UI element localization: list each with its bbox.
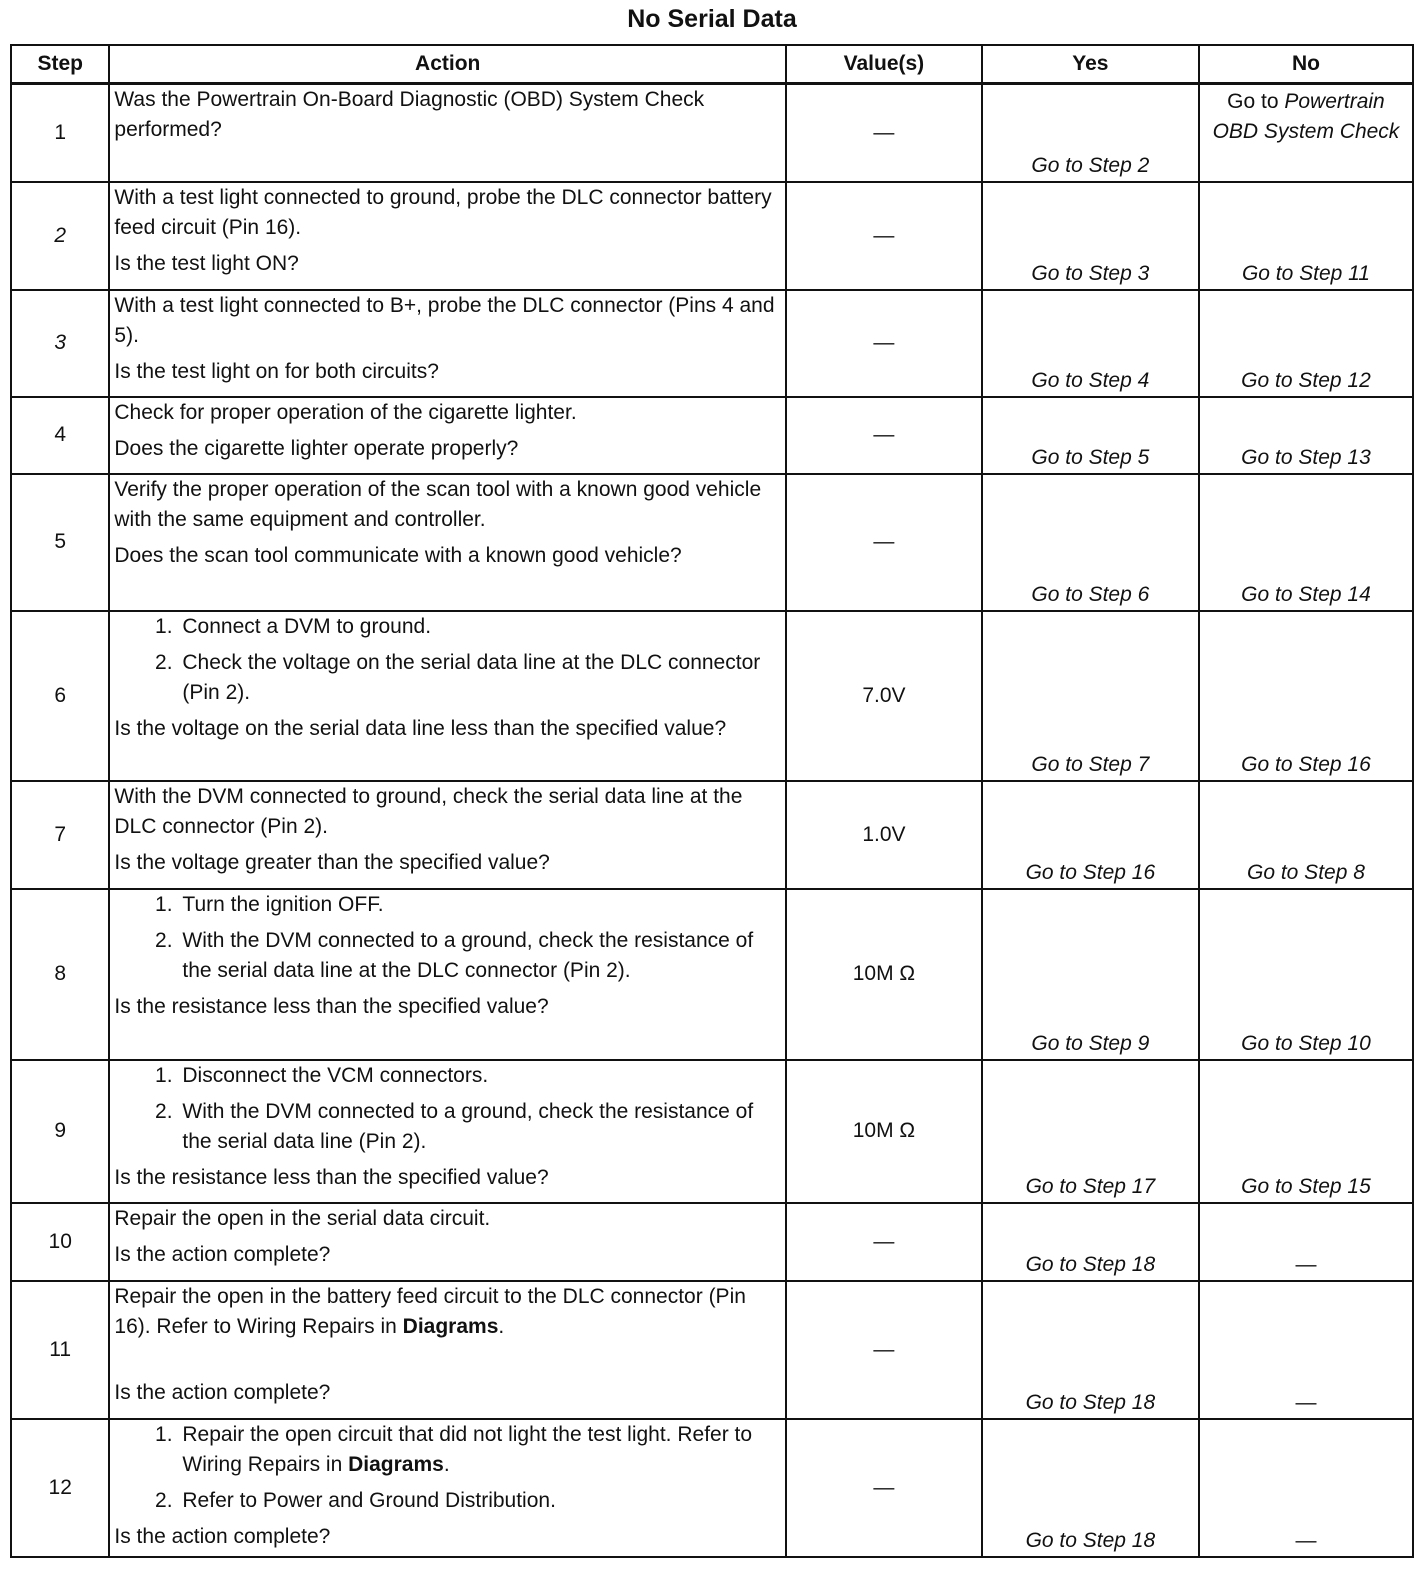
yes-cell: Go to Step 5: [982, 397, 1199, 474]
value-cell: 1.0V: [786, 781, 982, 889]
action-list: [114, 1420, 781, 1516]
yes-cell: Go to Step 18: [982, 1281, 1199, 1419]
step-number: 7: [11, 781, 109, 889]
no-value: —: [1295, 1252, 1317, 1276]
step-number: 4: [11, 397, 109, 474]
page-title: No Serial Data: [627, 5, 797, 33]
header-action: Action: [109, 45, 786, 84]
table-row: [11, 1060, 1413, 1203]
no-cell: Go to Step 10: [1199, 889, 1413, 1060]
value-cell: —: [786, 1203, 982, 1281]
table-row: [11, 889, 1413, 1060]
no-cell: [1199, 1281, 1413, 1419]
step-number: 9: [11, 1060, 109, 1203]
header-yes: Yes: [982, 45, 1199, 84]
table-row: [11, 1419, 1413, 1557]
no-value: —: [1295, 1390, 1317, 1414]
action-text: Was the Powertrain On-Board Diagnostic (OBD) System Check performed?: [114, 88, 705, 141]
step-number: 8: [11, 889, 109, 1060]
action-cell: [109, 1419, 786, 1557]
action-cell: [109, 182, 786, 290]
list-item: 2. Check the voltage on the serial data line at the DLC connector (Pin 2).: [178, 648, 781, 708]
value-cell: —: [786, 182, 982, 290]
action-text: With the DVM connected to ground, check the serial data line at the DLC connector (Pin 2).: [114, 784, 743, 838]
step-number: 1: [11, 84, 109, 182]
action-question: Is the action complete?: [114, 1242, 331, 1266]
list-item: 1. Disconnect the VCM connectors.: [178, 1061, 781, 1091]
yes-cell: Go to Step 18: [982, 1203, 1199, 1281]
no-cell: Go to Step 13: [1199, 397, 1413, 474]
action-question: Is the action complete?: [114, 1524, 331, 1548]
value-cell: —: [786, 397, 982, 474]
action-text: Check for proper operation of the cigarette lighter.: [114, 400, 577, 424]
no-cell: Go to Step 11: [1199, 182, 1413, 290]
action-list: [114, 1061, 781, 1157]
table-row: [11, 84, 1413, 182]
table-row: [11, 1203, 1413, 1281]
value-cell: 7.0V: [786, 611, 982, 781]
yes-cell: Go to Step 16: [982, 781, 1199, 889]
action-question: Is the resistance less than the specified value?: [114, 994, 549, 1018]
header-step: Step: [11, 45, 109, 84]
action-text: [114, 1282, 781, 1342]
action-text-main: Repair the open in the battery feed circuit to the DLC connector (Pin 16). Refer to Wiring Repairs in: [114, 1284, 746, 1338]
yes-cell: Go to Step 2: [982, 84, 1199, 182]
table-row: [11, 290, 1413, 397]
value-cell: —: [786, 474, 982, 611]
action-text: Verify the proper operation of the scan tool with a known good vehicle with the same equipment and controller.: [114, 477, 762, 531]
action-question: Is the test light on for both circuits?: [114, 359, 439, 383]
value-cell: —: [786, 1281, 982, 1419]
no-cell: Go to Step 12: [1199, 290, 1413, 397]
step-number: 10: [11, 1203, 109, 1281]
list-item: [178, 1420, 781, 1480]
action-cell: [109, 84, 786, 182]
table-row: [11, 1281, 1413, 1419]
value-cell: —: [786, 290, 982, 397]
action-text: Repair the open in the serial data circuit.: [114, 1206, 491, 1230]
step-number: 6: [11, 611, 109, 781]
value-cell: —: [786, 84, 982, 182]
action-cell: [109, 1060, 786, 1203]
yes-cell: Go to Step 3: [982, 182, 1199, 290]
list-item-text: Repair the open circuit that did not light the test light. Refer to Wiring Repairs in: [182, 1422, 753, 1476]
no-cell: Go to Step 16: [1199, 611, 1413, 781]
value-cell: —: [786, 1419, 982, 1557]
action-cell: [109, 397, 786, 474]
action-cell: [109, 474, 786, 611]
action-text-end: .: [498, 1314, 505, 1338]
list-item: 1. Connect a DVM to ground.: [178, 612, 781, 642]
no-value: —: [1295, 1528, 1317, 1552]
action-cell: [109, 290, 786, 397]
action-question: Does the scan tool communicate with a known good vehicle?: [114, 543, 682, 567]
no-prefix: Go to: [1227, 90, 1279, 113]
diagrams-ref: Diagrams: [348, 1452, 444, 1476]
step-number: 11: [11, 1281, 109, 1419]
step-number: 3: [11, 290, 109, 397]
table-row: [11, 611, 1413, 781]
action-question: Is the resistance less than the specified value?: [114, 1165, 549, 1189]
action-question: Is the voltage on the serial data line less than the specified value?: [114, 716, 727, 740]
action-text: With a test light connected to ground, probe the DLC connector battery feed circuit (Pin 16).: [114, 185, 772, 239]
yes-cell: Go to Step 18: [982, 1419, 1199, 1557]
yes-cell: Go to Step 6: [982, 474, 1199, 611]
table-row: [11, 474, 1413, 611]
header-values: Value(s): [786, 45, 982, 84]
action-text: With a test light connected to B+, probe the DLC connector (Pins 4 and 5).: [114, 293, 775, 347]
list-item: 2. Refer to Power and Ground Distribution.: [178, 1486, 781, 1516]
no-cell: [1199, 84, 1413, 182]
action-cell: [109, 781, 786, 889]
yes-cell: Go to Step 9: [982, 889, 1199, 1060]
value-cell: 10M Ω: [786, 1060, 982, 1203]
no-cell: Go to Step 15: [1199, 1060, 1413, 1203]
list-item-end: .: [443, 1452, 450, 1476]
no-cell: Go to Step 14: [1199, 474, 1413, 611]
action-question: Is the action complete?: [114, 1380, 331, 1404]
step-number: 12: [11, 1419, 109, 1557]
table-row: [11, 182, 1413, 290]
yes-cell: Go to Step 7: [982, 611, 1199, 781]
action-cell: [109, 611, 786, 781]
no-cell: [1199, 1203, 1413, 1281]
action-cell: [109, 889, 786, 1060]
yes-cell: Go to Step 4: [982, 290, 1199, 397]
action-cell: [109, 1203, 786, 1281]
action-question: Is the test light ON?: [114, 251, 299, 275]
action-question: Does the cigarette lighter operate properly?: [114, 436, 519, 460]
table-row: [11, 781, 1413, 889]
table-row: [11, 397, 1413, 474]
diagnostic-table: [10, 44, 1414, 1558]
no-cell: Go to Step 8: [1199, 781, 1413, 889]
header-row: [11, 45, 1413, 84]
value-cell: 10M Ω: [786, 889, 982, 1060]
diagrams-ref: Diagrams: [402, 1314, 499, 1338]
no-link: Powertrain OBD System Check: [1212, 90, 1400, 143]
yes-cell: Go to Step 17: [982, 1060, 1199, 1203]
no-cell: [1199, 1419, 1413, 1557]
action-question: Is the voltage greater than the specified value?: [114, 850, 550, 874]
step-number: 2: [11, 182, 109, 290]
list-item: 2. With the DVM connected to a ground, check the resistance of the serial data line at the DLC connector (Pin 2).: [178, 926, 781, 986]
action-cell: [109, 1281, 786, 1419]
step-number: 5: [11, 474, 109, 611]
action-list: [114, 612, 781, 708]
header-no: No: [1199, 45, 1413, 84]
list-item: 1. Turn the ignition OFF.: [178, 890, 781, 920]
action-list: [114, 890, 781, 986]
list-item: 2. With the DVM connected to a ground, check the resistance of the serial data line (Pin 2).: [178, 1097, 781, 1157]
